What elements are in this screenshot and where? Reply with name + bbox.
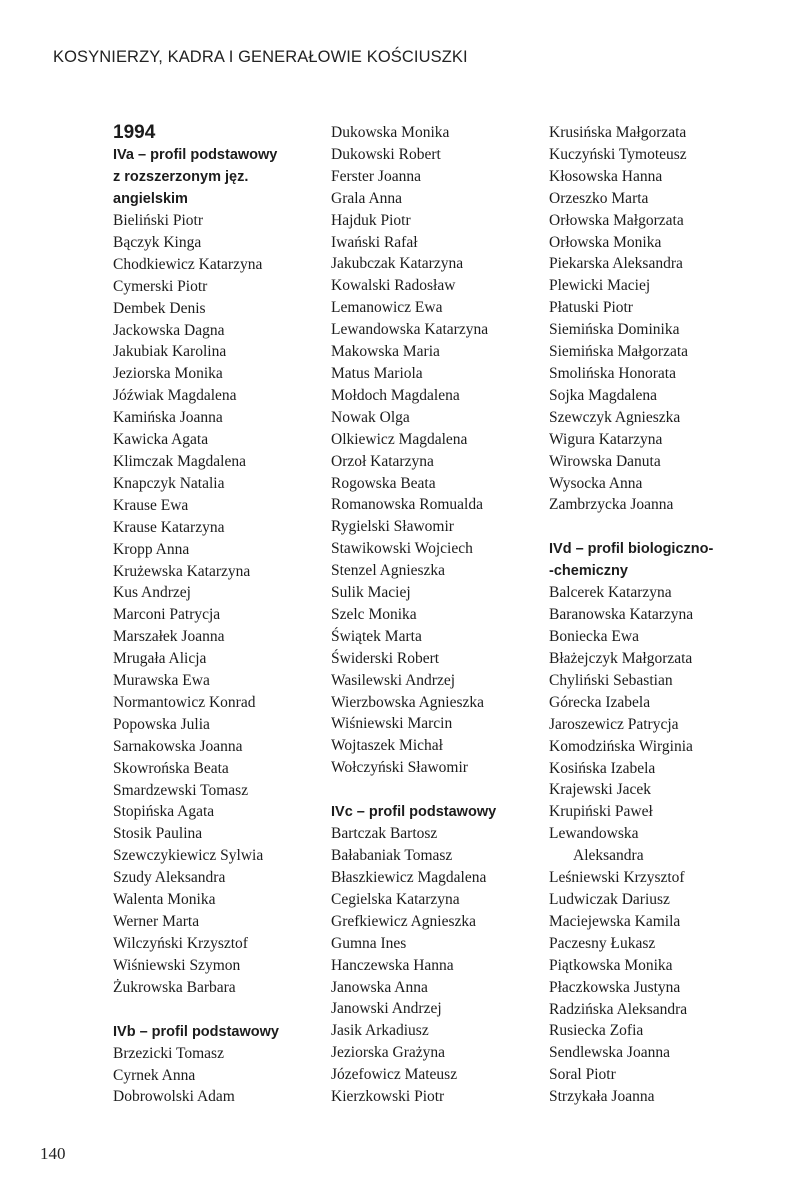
student-name: Lemanowicz Ewa [331,299,443,317]
student-name: Paczesny Łukasz [549,934,656,952]
student-name: Janowska Anna [331,978,428,996]
student-name: Wołczyński Sławomir [331,759,468,777]
student-name: Jackowska Dagna [113,321,225,339]
student-name: Sendlewska Joanna [549,1044,670,1062]
student-name: Popowska Julia [113,715,210,733]
student-name: Krusińska Małgorzata [549,124,687,141]
student-name: Świątek Marta [331,627,422,645]
student-name: Knapczyk Natalia [113,474,225,492]
student-name: Chodkiewicz Katarzyna [113,255,263,273]
student-name: Bałabaniak Tomasz [331,847,453,865]
student-name: Romanowska Romualda [331,496,483,514]
student-name: Murawska Ewa [113,672,210,690]
student-name: Orłowska Monika [549,233,662,251]
student-name: Iwański Rafał [331,233,418,251]
student-name: Bączyk Kinga [113,233,202,251]
student-name: Żukrowska Barbara [113,978,236,996]
student-name: Balcerek Katarzyna [549,584,672,602]
student-name: Smardzewski Tomasz [113,781,249,799]
student-name: Józefowicz Mateusz [331,1066,458,1084]
student-name: Boniecka Ewa [549,628,639,646]
student-name: Orzeszko Marta [549,189,649,207]
student-name: Matus Mariola [331,364,423,382]
student-name: Siemińska Dominika [549,321,680,339]
student-name: Janowski Andrzej [331,1000,442,1018]
student-name: Stenzel Agnieszka [331,562,446,580]
column-1 [113,122,279,1108]
student-name: Leśniewski Krzysztof [549,869,685,887]
student-name: Szewczykiewicz Sylwia [113,847,264,865]
student-name: Sarnakowska Joanna [113,737,243,755]
student-name: Wysocka Anna [549,474,643,492]
student-name: Błażejczyk Małgorzata [549,650,693,668]
student-name: Aleksandra [573,847,644,865]
student-name: Szudy Aleksandra [113,869,226,887]
student-name: Olkiewicz Magdalena [331,430,468,448]
student-name: Normantowicz Konrad [113,693,256,711]
student-name: Kowalski Radosław [331,277,456,295]
class-heading: IVb – profil podstawowy [113,1023,279,1040]
column-2 [331,122,496,1108]
student-name: Grefkiewicz Agnieszka [331,912,477,930]
class-heading: IVc – profil podstawowy [331,804,497,821]
student-name: Lewandowska Katarzyna [331,321,489,339]
student-name: Hanczewska Hanna [331,956,454,974]
student-name: Marconi Patrycja [113,606,221,624]
student-name: Jaroszewicz Patrycja [549,715,679,733]
section-gap [113,999,279,1021]
student-name: Strzykała Joanna [549,1088,655,1106]
student-name: Walenta Monika [113,891,216,909]
student-name: Płatuski Piotr [549,299,633,317]
student-name: Klimczak Magdalena [113,452,246,470]
student-name: Gumna Ines [331,934,407,952]
student-name: Mołdoch Magdalena [331,386,460,404]
student-name: Baranowska Katarzyna [549,606,694,624]
student-name: Zambrzycka Joanna [549,496,674,514]
student-name: Chyliński Sebastian [549,671,673,689]
student-name: Bieliński Piotr [113,212,203,229]
student-name: Brzezicki Tomasz [113,1044,224,1062]
student-name: Sojka Magdalena [549,386,658,404]
student-name: Górecka Izabela [549,693,651,711]
student-name: Skowrońska Beata [113,759,229,777]
student-name: Stawikowski Wojciech [331,540,473,558]
year-heading: 1994 [113,122,156,143]
student-name: Rogowska Beata [331,474,436,492]
student-name: Piekarska Aleksandra [549,255,683,273]
student-name: Kamińska Joanna [113,409,223,427]
student-name: Jasik Arkadiusz [331,1022,429,1040]
student-name: Dobrowolski Adam [113,1088,235,1106]
student-name: Piątkowska Monika [549,956,673,974]
student-name: Wasilewski Andrzej [331,671,456,689]
running-head: KOSYNIERZY, KADRA I GENERAŁOWIE KOŚCIUSZKI [53,48,468,66]
student-name: Świderski Robert [331,649,440,667]
student-name: Wilczyński Krzysztof [113,934,248,952]
student-name: Wojtaszek Michał [331,737,443,755]
student-name: Lewandowska [549,825,639,843]
page-number: 140 [40,1144,66,1163]
student-name: Smolińska Honorata [549,364,676,382]
student-name: Krupiński Paweł [549,803,653,821]
student-name: Szewczyk Agnieszka [549,408,681,426]
student-name: Dukowski Robert [331,145,441,163]
student-name: Cyrnek Anna [113,1066,196,1084]
student-name: Płaczkowska Justyna [549,978,681,996]
student-name: Marszałek Joanna [113,628,225,646]
student-name: Mrugała Alicja [113,650,207,668]
student-name: Dembek Denis [113,299,206,317]
student-name: Stopińska Agata [113,803,215,821]
student-name: Hajduk Piotr [331,211,411,229]
student-name: Ludwiczak Dariusz [549,891,670,908]
student-name: Dukowska Monika [331,124,450,141]
student-name: Jakubiak Karolina [113,343,227,361]
student-name: Siemińska Małgorzata [549,343,689,361]
student-name: Jeziorska Grażyna [331,1044,446,1062]
student-name: Kus Andrzej [113,584,191,602]
student-name: Komodzińska Wirginia [549,737,693,755]
student-name: Rusiecka Zofia [549,1022,644,1040]
student-name: Kłosowska Hanna [549,167,663,185]
student-name: Orzoł Katarzyna [331,452,434,470]
student-name: Sulik Maciej [331,584,411,602]
student-name: Wirowska Danuta [549,452,661,470]
student-name: Wigura Katarzyna [549,430,663,448]
student-name: Kawicka Agata [113,431,209,449]
student-name: Krajewski Jacek [549,781,651,799]
student-name: Rygielski Sławomir [331,518,454,536]
student-name: Szelc Monika [331,605,417,623]
section-gap [331,779,496,801]
student-name: Błaszkiewicz Magdalena [331,869,487,886]
class-heading: z rozszerzonym jęz. [113,169,249,185]
class-heading: -chemiczny [549,563,628,580]
student-name: Kropp Anna [113,540,190,558]
student-name: Wierzbowska Agnieszka [331,693,485,711]
student-name: Werner Marta [113,913,200,930]
class-heading: angielskim [113,191,188,207]
student-name: Cegielska Katarzyna [331,890,460,908]
student-name: Cymerski Piotr [113,277,208,295]
student-name: Krużewska Katarzyna [113,562,251,580]
class-heading: IVa – profil podstawowy [113,147,278,163]
student-name: Krause Katarzyna [113,518,225,536]
student-name: Wiśniewski Marcin [331,715,453,733]
student-name: Stosik Paulina [113,825,203,843]
student-name: Jóźwiak Magdalena [113,387,237,405]
class-heading: IVd – profil biologiczno- [549,541,714,558]
student-name: Orłowska Małgorzata [549,211,684,229]
student-name: Kierzkowski Piotr [331,1088,445,1106]
student-name: Radzińska Aleksandra [549,1000,688,1018]
student-name: Soral Piotr [549,1066,616,1084]
student-name: Wiśniewski Szymon [113,956,241,974]
student-name: Makowska Maria [331,343,440,361]
student-name: Jakubczak Katarzyna [331,255,464,273]
student-name: Krause Ewa [113,496,189,514]
student-name: Jeziorska Monika [113,365,223,383]
section-gap [549,516,713,538]
column-3 [549,122,713,1108]
student-name: Bartczak Bartosz [331,825,438,843]
student-name: Ferster Joanna [331,167,421,185]
student-name: Nowak Olga [331,408,410,426]
student-name: Maciejewska Kamila [549,912,681,930]
student-name: Kuczyński Tymoteusz [549,145,687,163]
student-name: Kosińska Izabela [549,759,656,777]
student-name: Plewicki Maciej [549,277,651,295]
student-name: Grala Anna [331,189,403,207]
